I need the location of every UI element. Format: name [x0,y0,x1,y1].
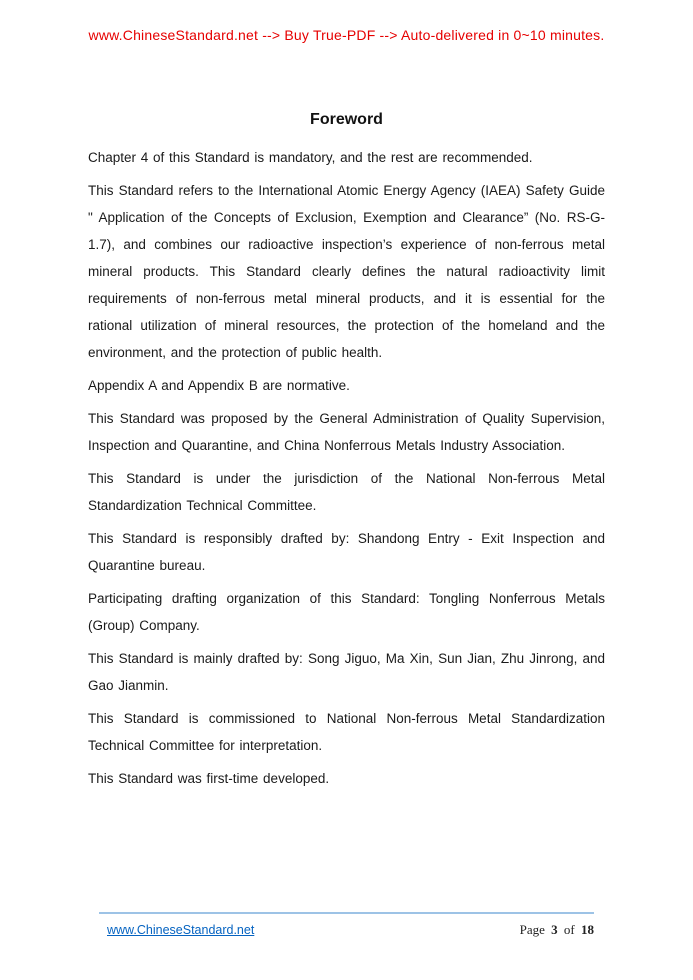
page-total: 18 [581,922,594,937]
body-paragraph: This Standard is commissioned to National Non-ferrous Metal Standardization Technical Committee for interpretation. [88,711,605,753]
page-number: 3 [551,922,558,937]
page-word: Page [519,922,545,937]
page-indicator [517,922,594,938]
foreword-title: Foreword [310,111,383,128]
body-paragraph: This Standard was proposed by the General Administration of Quality Supervision, Inspection and Quarantine, and China Nonferrous Metals Industry Association. [88,411,605,453]
footer-link[interactable]: www.ChineseStandard.net [107,923,255,937]
body-paragraph: Chapter 4 of this Standard is mandatory, and the rest are recommended. [88,150,533,165]
body-paragraph: Appendix A and Appendix B are normative. [88,378,350,393]
header-banner: www.ChineseStandard.net --> Buy True-PDF --> Auto-delivered in 0~10 minutes. [88,27,605,43]
of-word: of [563,922,575,937]
body-paragraph: This Standard is under the jurisdiction of the National Non-ferrous Metal Standardization Technical Committee. [88,471,605,513]
body-paragraph: This Standard refers to the International Atomic Energy Agency (IAEA) Safety Guide " Application of the Concepts of Exclusion, Exemption and Clearance” (No. RS-G-1.7), and combines our radioactive inspection’s experience of non-ferrous metal mineral products. This Standard clearly defines the natural radioactivity limit requirements of non-ferrous metal mineral products, and it is essential for the rational utilization of mineral resources, the protection of the homeland and the environment, and the protection of public health. [88,183,605,360]
body-paragraph: Participating drafting organization of this Standard: Tongling Nonferrous Metals (Group) Company. [88,591,605,633]
document-body [88,109,605,798]
body-paragraph: This Standard is responsibly drafted by: Shandong Entry - Exit Inspection and Quarantine bureau. [88,531,605,573]
body-paragraph: This Standard is mainly drafted by: Song Jiguo, Ma Xin, Sun Jian, Zhu Jinrong, and Gao Jianmin. [88,651,605,693]
page-footer [99,912,594,938]
body-paragraph: This Standard was first-time developed. [88,771,330,786]
